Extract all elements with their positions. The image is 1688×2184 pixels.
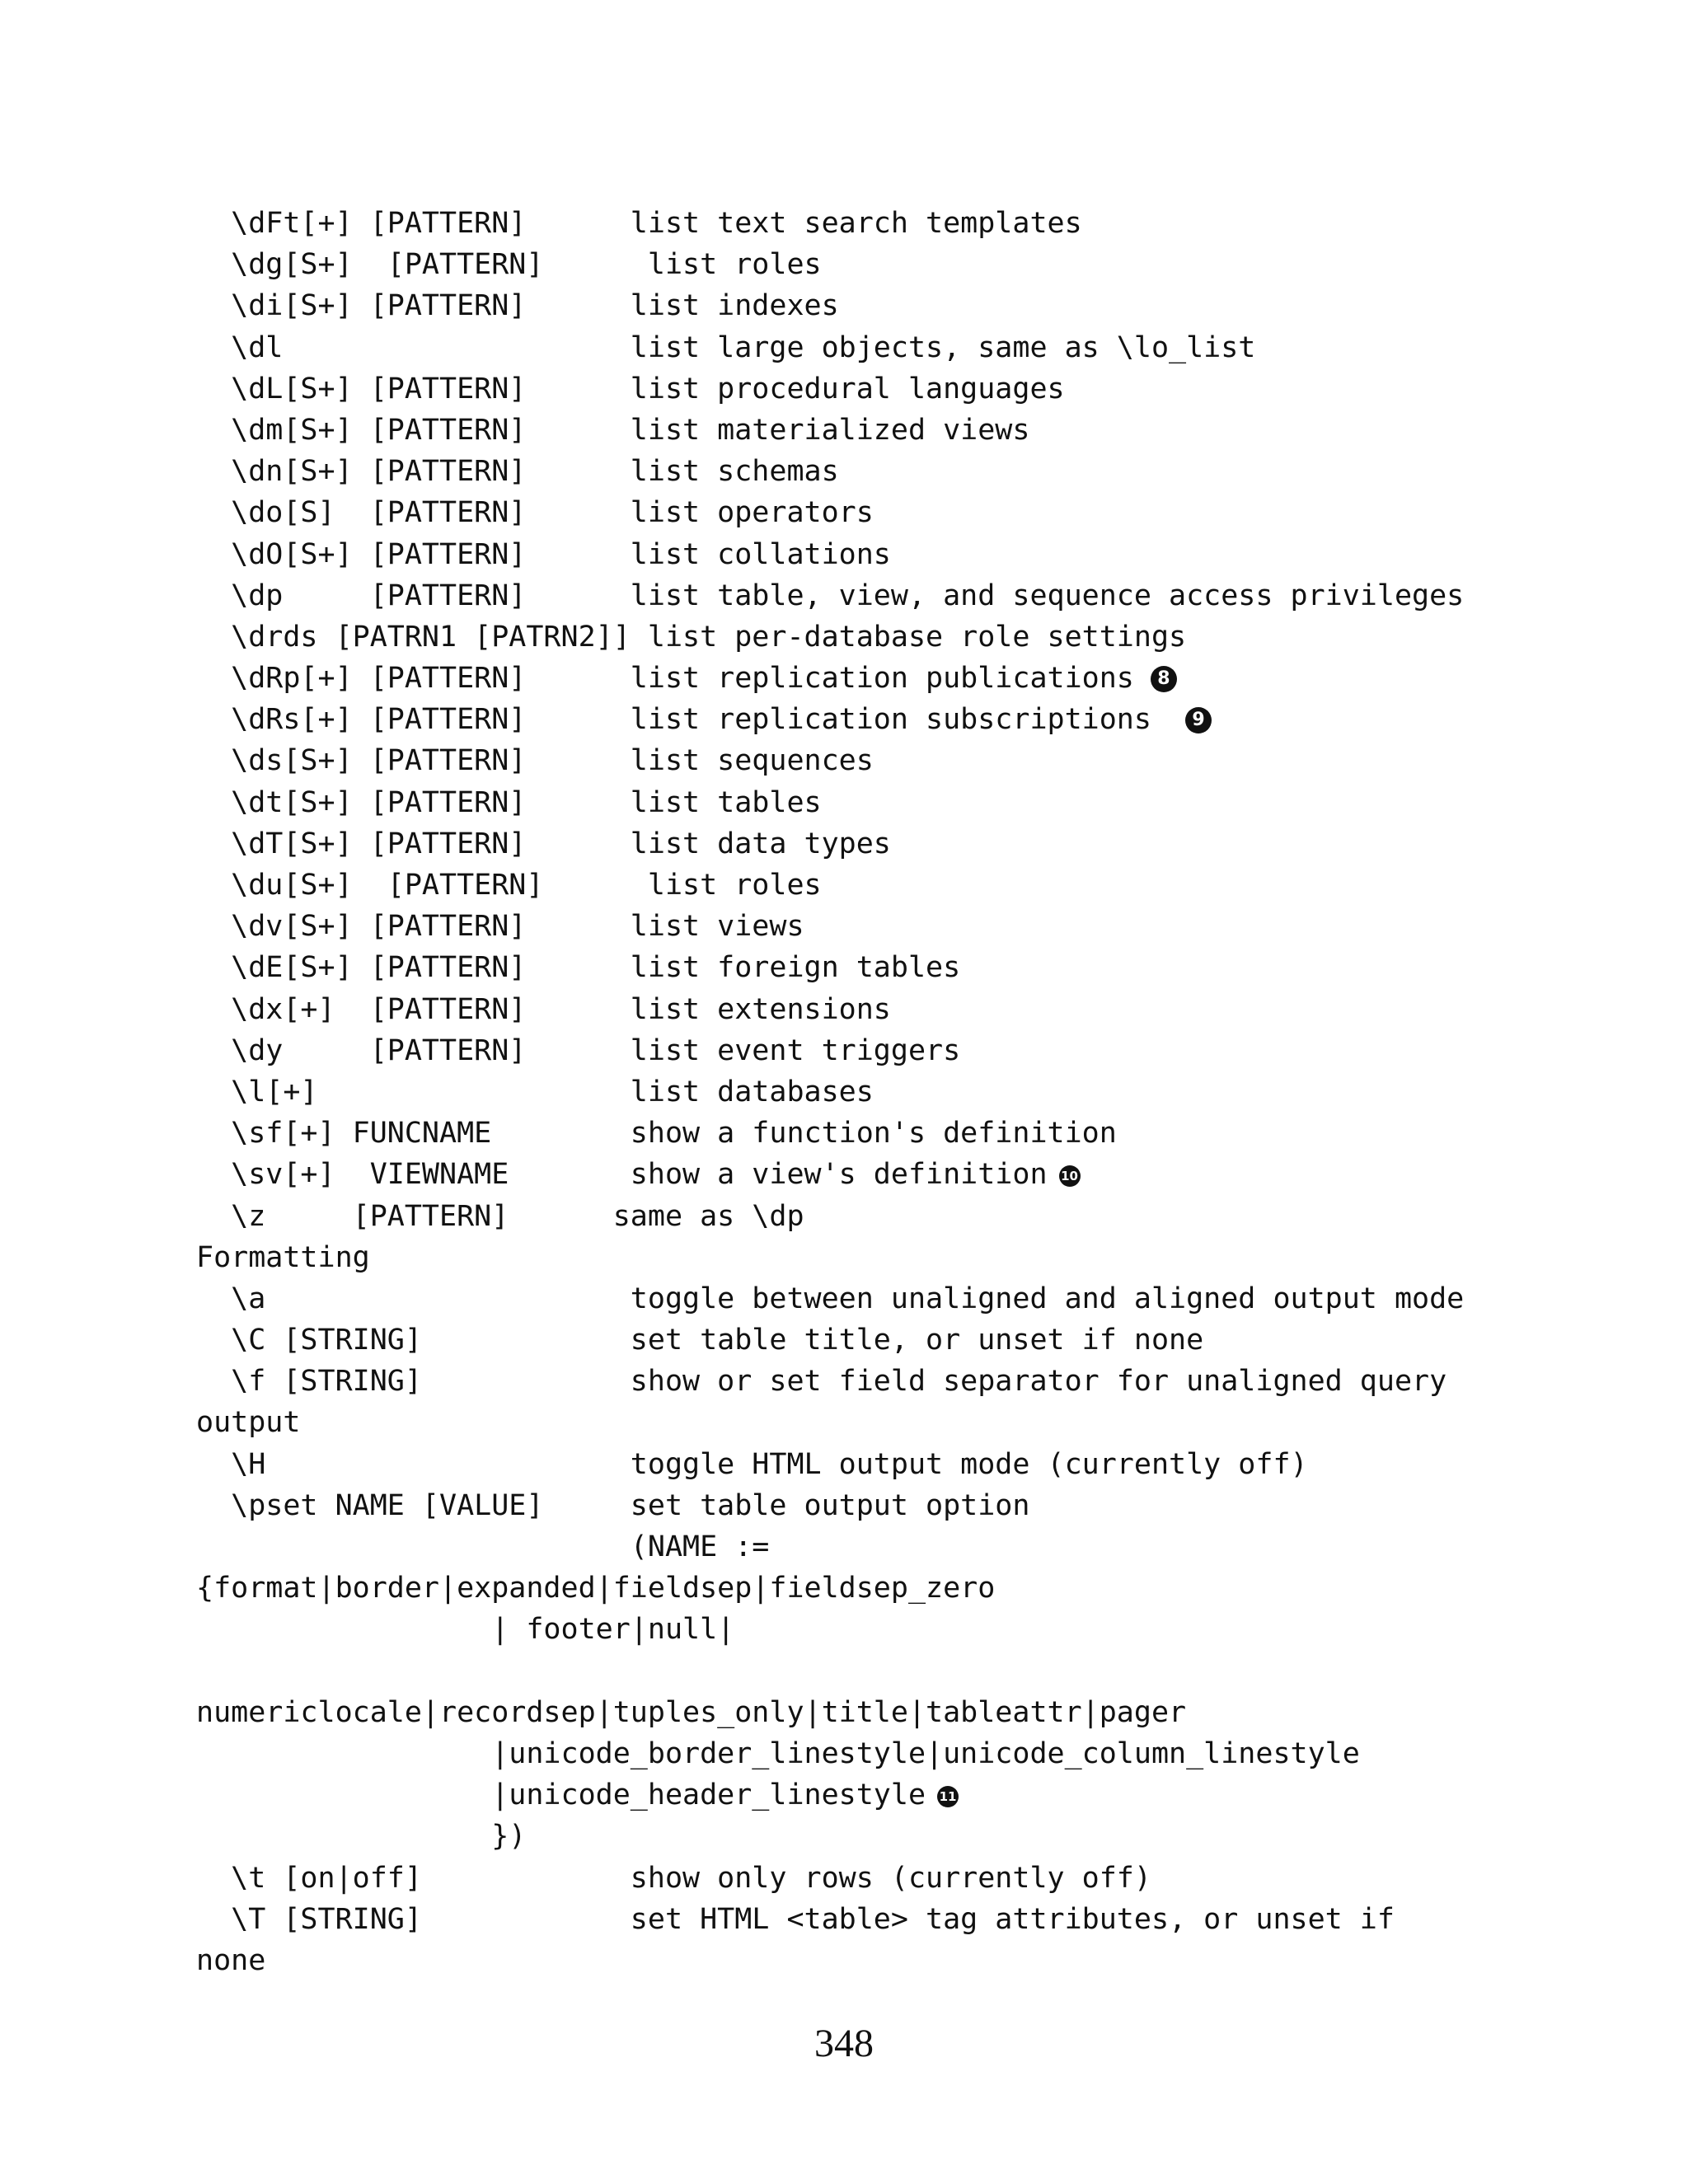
code-line [196, 368, 1464, 410]
code-line [196, 244, 1464, 285]
code-line-text: \H toggle HTML output mode (currently off) [196, 1447, 1308, 1481]
code-line [196, 947, 1464, 988]
code-line-text: none [196, 1943, 266, 1977]
code-line-text: \z [PATTERN] same as \dp [196, 1199, 804, 1233]
code-line-text: \dv[S+] [PATTERN] list views [196, 910, 804, 944]
code-line-text: \C [STRING] set table title, or unset if none [196, 1324, 1204, 1357]
code-line [196, 1858, 1464, 1899]
code-line-text: \pset NAME [VALUE] set table output option [196, 1488, 1030, 1522]
code-line [196, 1237, 1464, 1278]
code-line-text: | footer|null| [196, 1613, 735, 1647]
code-listing [196, 203, 1464, 1981]
code-line-text: \sf[+] FUNCNAME show a function's definition [196, 1117, 1117, 1151]
code-line [196, 1899, 1464, 1940]
code-line [196, 1196, 1464, 1237]
code-line-text: \t [on|off] show only rows (currently off) [196, 1861, 1151, 1895]
code-line [196, 1319, 1464, 1361]
code-line-text: \ds[S+] [PATTERN] list sequences [196, 744, 874, 778]
code-line-text: \T [STRING] set HTML <table> tag attributes, or unset if [196, 1902, 1395, 1936]
code-line [196, 1651, 1464, 1692]
code-line-text: \di[S+] [PATTERN] list indexes [196, 289, 839, 323]
code-line [196, 616, 1464, 658]
code-line [196, 1568, 1464, 1609]
code-line-text: }) [196, 1820, 527, 1854]
code-line [196, 285, 1464, 326]
code-line [196, 1485, 1464, 1526]
code-line [196, 1609, 1464, 1650]
code-line-text: Formatting [196, 1240, 370, 1274]
code-line [196, 1733, 1464, 1774]
code-line [196, 989, 1464, 1030]
code-line-text: |unicode_border_linestyle|unicode_column_linestyle [196, 1736, 1360, 1770]
callout-marker: 11 [937, 1786, 959, 1807]
code-line [196, 740, 1464, 781]
code-line [196, 410, 1464, 451]
code-line-text: \sv[+] VIEWNAME show a view's definition [196, 1158, 1048, 1192]
code-line-text: \dO[S+] [PATTERN] list collations [196, 537, 891, 571]
code-line [196, 906, 1464, 947]
callout-marker: 9 [1185, 707, 1212, 733]
code-line [196, 1940, 1464, 1981]
code-line-text: \dg[S+] [PATTERN] list roles [196, 248, 822, 282]
code-line-text: \dy [PATTERN] list event triggers [196, 1033, 961, 1067]
code-line-text: \dL[S+] [PATTERN] list procedural languages [196, 372, 1065, 405]
code-line [196, 451, 1464, 492]
code-line [196, 658, 1464, 699]
code-line [196, 1444, 1464, 1485]
page-number: 348 [814, 2022, 874, 2065]
callout-marker: 8 [1151, 666, 1177, 692]
code-line [196, 865, 1464, 906]
code-line [196, 1113, 1464, 1154]
code-line-text: \dRp[+] [PATTERN] list replication publications [196, 662, 1134, 696]
code-line-text: \dFt[+] [PATTERN] list text search templates [196, 207, 1082, 240]
code-line-text: output [196, 1406, 301, 1440]
code-line [196, 492, 1464, 533]
code-line-text: {format|border|expanded|fieldsep|fieldsep_zero [196, 1572, 996, 1605]
code-line-text: \dRs[+] [PATTERN] list replication subscriptions [196, 703, 1170, 737]
code-line-text: \dl list large objects, same as \lo_list [196, 330, 1256, 364]
code-line-text: \dx[+] [PATTERN] list extensions [196, 992, 891, 1026]
code-line [196, 1071, 1464, 1113]
code-line [196, 203, 1464, 244]
code-line [196, 575, 1464, 616]
code-line-text: |unicode_header_linestyle [196, 1779, 926, 1812]
code-line-text: \a toggle between unaligned and aligned output mode [196, 1282, 1465, 1315]
code-line [196, 327, 1464, 368]
code-line [196, 1030, 1464, 1071]
code-line-text: \dm[S+] [PATTERN] list materialized views [196, 413, 1030, 447]
code-line [196, 1692, 1464, 1733]
code-line [196, 1816, 1464, 1857]
code-line [196, 534, 1464, 575]
code-line [196, 1154, 1464, 1195]
code-line-text: \dE[S+] [PATTERN] list foreign tables [196, 951, 961, 985]
code-line-text: numericlocale|recordsep|tuples_only|title|tableattr|pager [196, 1695, 1187, 1729]
code-line-text: \f [STRING] show or set field separator for unaligned query [196, 1365, 1447, 1399]
code-line-text: \l[+] list databases [196, 1075, 874, 1108]
code-line [196, 699, 1464, 740]
code-line-text: \do[S] [PATTERN] list operators [196, 496, 874, 530]
code-line-text: (NAME := [196, 1530, 770, 1563]
callout-marker: 10 [1059, 1165, 1081, 1187]
code-line-text: \du[S+] [PATTERN] list roles [196, 869, 822, 902]
code-line [196, 782, 1464, 823]
code-line [196, 1526, 1464, 1568]
code-line [196, 1361, 1464, 1402]
code-line [196, 1402, 1464, 1443]
code-line [196, 1278, 1464, 1319]
code-line-text: \dt[S+] [PATTERN] list tables [196, 785, 822, 819]
code-line-text: \dn[S+] [PATTERN] list schemas [196, 455, 839, 489]
code-line [196, 1774, 1464, 1816]
code-line-text: \dT[S+] [PATTERN] list data types [196, 827, 891, 860]
code-line-text: \drds [PATRN1 [PATRN2]] list per-database role settings [196, 620, 1187, 654]
code-line [196, 823, 1464, 865]
code-line-text: \dp [PATTERN] list table, view, and sequence access privileges [196, 579, 1465, 612]
